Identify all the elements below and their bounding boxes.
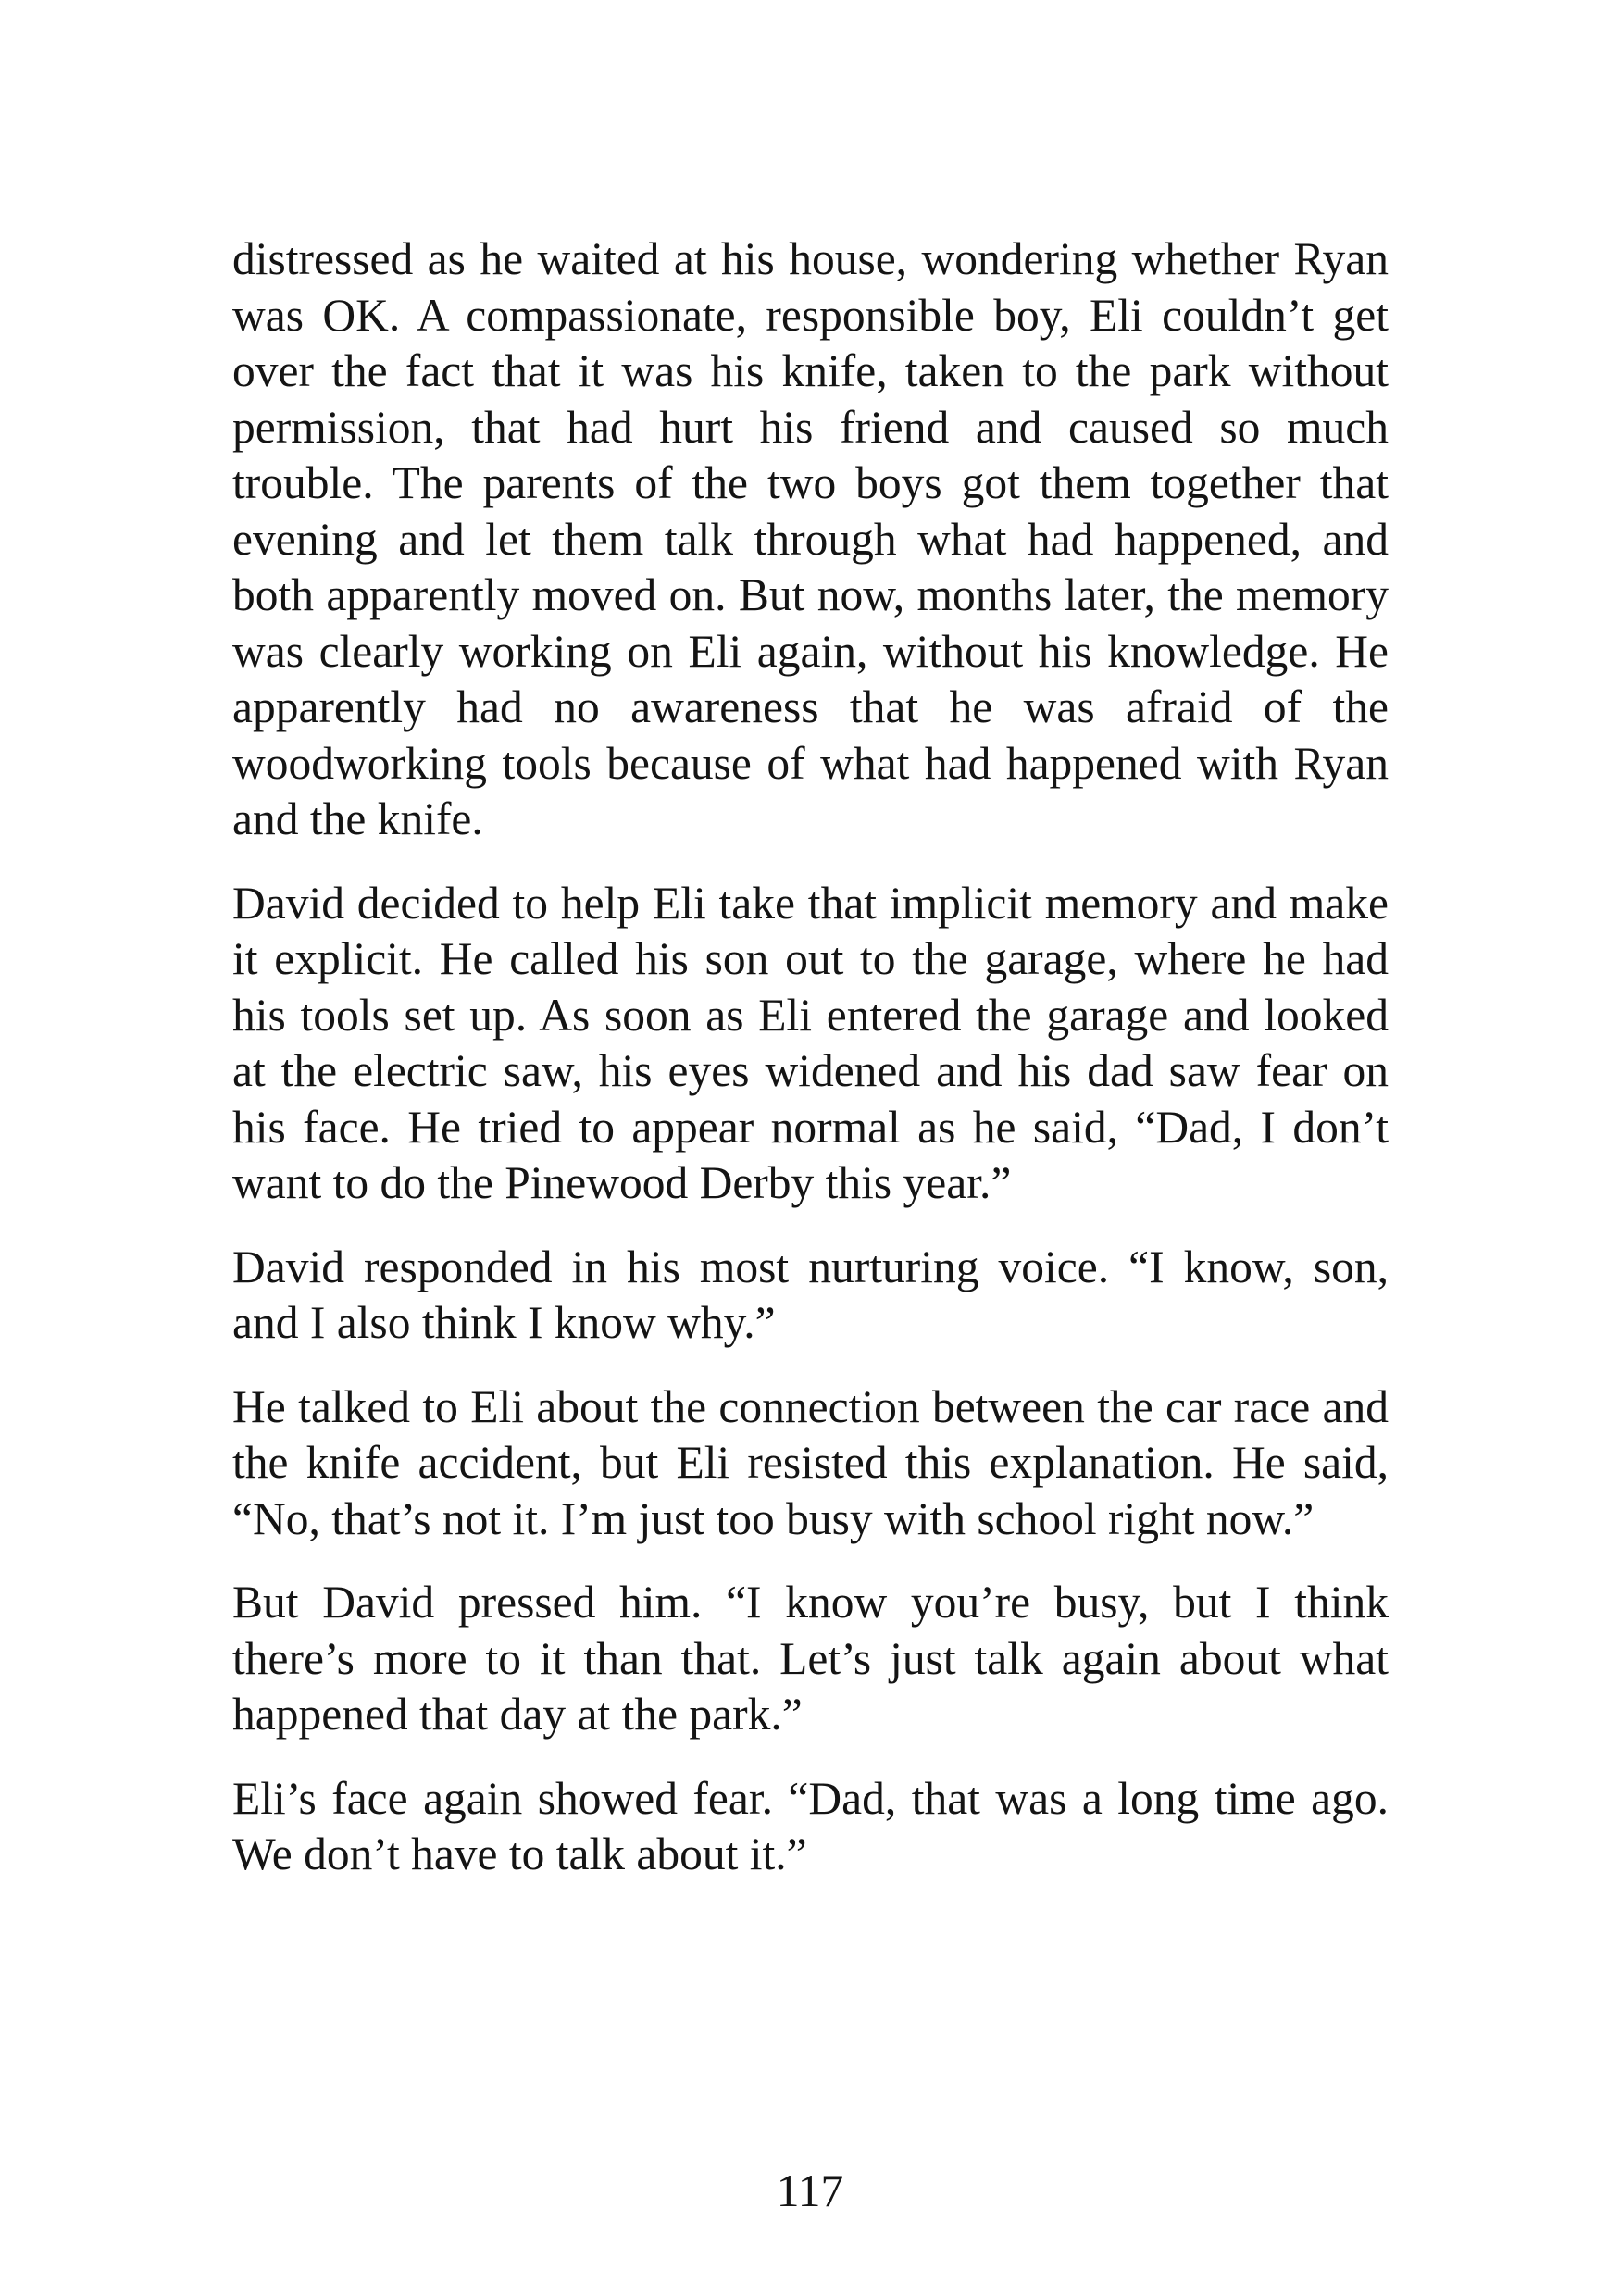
paragraph: David responded in his most nurturing voice. “I know, son, and I also think I know why.”: [232, 1241, 1389, 1348]
body-text: [232, 231, 1389, 1911]
paragraph: He talked to Eli about the connection between the car race and the knife accident, but Eli resisted this explanation. He said, “No, that’s not it. I’m just too busy with school right now.”: [232, 1380, 1389, 1544]
paragraph: Eli’s face again showed fear. “Dad, that was a long time ago. We don’t have to talk about it.”: [232, 1772, 1389, 1879]
page-number: 117: [776, 2165, 844, 2216]
paragraph: But David pressed him. “I know you’re busy, but I think there’s more to it than that. Let’s just talk again about what happened that day at the park.”: [232, 1577, 1389, 1740]
paragraph: David decided to help Eli take that implicit memory and make it explicit. He called his son out to the garage, where he had his tools set up. As soon as Eli entered the garage and looked at the electric saw, his eyes widened and his dad saw fear on his face. He tried to appear normal as he said, “Dad, I don’t want to do the Pinewood Derby this year.”: [232, 877, 1389, 1208]
paragraph: distressed as he waited at his house, wondering whether Ryan was OK. A compassionate, responsible boy, Eli couldn’t get over the fact that it was his knife, taken to the park without permission, that had hurt his friend and caused so much trouble. The parents of the two boys got them together that evening and let them talk through what had happened, and both apparently moved on. But now, months later, the memory was clearly working on Eli again, without his knowledge. He apparently had no awareness that he was afraid of the woodworking tools because of what had happened with Ryan and the knife.: [232, 233, 1389, 844]
